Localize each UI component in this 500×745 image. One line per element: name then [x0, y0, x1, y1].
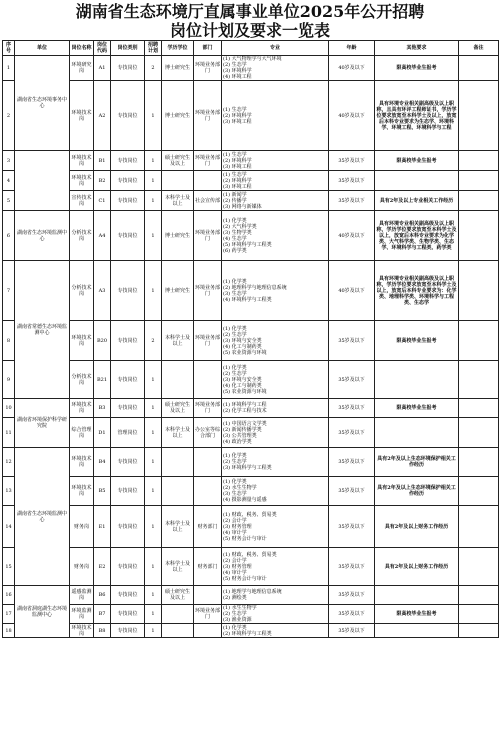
cell-plan: 1 — [145, 624, 162, 638]
cell-note — [459, 418, 499, 448]
table-row — [3, 586, 499, 605]
cell-no: 11 — [3, 418, 15, 448]
cell-age: 35岁及以下 — [329, 624, 375, 638]
cell-other-requirements — [375, 418, 459, 448]
cell-post-name: 综合管理岗 — [70, 418, 94, 448]
cell-major: (1) 化学类 (2) 生态学 (3) 环境科学与工程类 — [222, 448, 329, 477]
column-header: 其他要求 — [375, 41, 459, 56]
cell-post-name: 环境技术岗 — [70, 81, 94, 151]
table-row — [3, 211, 499, 261]
cell-other-requirements: 具有环境专业相关副高级及以上职称，学历学位要求放宽至本科学士及以上，放宽后本科专业要求为：化学类、地理科学类、环境科学与工程类、生态学 — [375, 261, 459, 321]
cell-education: 硕士研究生及以上 — [162, 399, 194, 418]
cell-education: 博士研究生 — [162, 81, 194, 151]
cell-education — [162, 477, 194, 506]
cell-other-requirements — [375, 586, 459, 605]
cell-department: 财务部门 — [194, 506, 222, 548]
column-header: 岗位名称 — [70, 41, 94, 56]
cell-department — [194, 477, 222, 506]
cell-major: (1) 财政、税务、贸易类 (2) 会计学 (3) 财务管理 (4) 审计学 (5) 财务会计与审计 — [222, 548, 329, 586]
column-header: 专业 — [222, 41, 329, 56]
cell-post-code: A2 — [94, 81, 111, 151]
cell-education: 硕士研究生及以上 — [162, 151, 194, 171]
cell-education — [162, 171, 194, 191]
table-row — [3, 171, 499, 191]
cell-post-type: 专技岗位 — [111, 211, 145, 261]
cell-major: (1) 新闻学 (2) 传播学 (3) 网络与新媒体 — [222, 191, 329, 211]
table-row — [3, 448, 499, 477]
cell-unit: 湖南省生态环境监测中心 — [15, 448, 70, 586]
cell-no: 16 — [3, 586, 15, 605]
cell-plan: 1 — [145, 399, 162, 418]
cell-major: (1) 生态学 (2) 环境科学 (3) 环境工程 — [222, 81, 329, 151]
cell-major: (1) 化学类 (2) 地理科学与地理信息系统 (3) 生态学 (4) 环境科学与工程类 — [222, 261, 329, 321]
cell-age: 35岁及以下 — [329, 321, 375, 361]
cell-age: 40岁及以下 — [329, 81, 375, 151]
cell-post-type: 专技岗位 — [111, 605, 145, 624]
cell-post-name: 环境研究岗 — [70, 56, 94, 81]
cell-post-type: 专技岗位 — [111, 81, 145, 151]
table-body — [3, 56, 499, 638]
column-header: 岗位代码 — [94, 41, 111, 56]
cell-post-type: 专技岗位 — [111, 321, 145, 361]
cell-post-type: 专技岗位 — [111, 586, 145, 605]
cell-department — [194, 586, 222, 605]
cell-no: 7 — [3, 261, 15, 321]
cell-unit: 湖南省洞庭湖生态环境监测中心 — [15, 586, 70, 638]
cell-age: 35岁及以下 — [329, 191, 375, 211]
cell-post-type: 专技岗位 — [111, 261, 145, 321]
cell-age: 35岁及以下 — [329, 418, 375, 448]
cell-no: 17 — [3, 605, 15, 624]
cell-age: 35岁及以下 — [329, 506, 375, 548]
cell-post-type: 专技岗位 — [111, 477, 145, 506]
cell-age: 35岁及以下 — [329, 151, 375, 171]
cell-post-name: 分析技术岗 — [70, 361, 94, 399]
cell-post-code: B6 — [94, 586, 111, 605]
cell-other-requirements: 具有环境专业相关副高级及以上职称，且具有环评工程师证书，学历学位要求放宽至本科学士及以上，放宽后本科专业要求为生态学、环境科学、环境工程、环境科学与工程 — [375, 81, 459, 151]
cell-plan: 1 — [145, 586, 162, 605]
title-line-2: 岗位计划及要求一览表 — [169, 21, 330, 40]
cell-age: 35岁及以下 — [329, 171, 375, 191]
title-line-1: 湖南省生态环境厅直属事业单位2025年公开招聘 — [75, 2, 425, 21]
cell-department: 环境业务部门 — [194, 399, 222, 418]
cell-no: 4 — [3, 171, 15, 191]
cell-plan: 1 — [145, 261, 162, 321]
cell-post-name: 环境技术岗 — [70, 171, 94, 191]
cell-other-requirements — [375, 171, 459, 191]
cell-major: (1) 化学类 (2) 生态学 (3) 环境与安全类 (4) 化工与制药类 (5) 农业资源与环境 — [222, 321, 329, 361]
cell-unit: 湖南省生态环境事务中心 — [15, 56, 70, 151]
cell-post-code: C1 — [94, 191, 111, 211]
cell-plan: 2 — [145, 321, 162, 361]
document-title — [0, 0, 500, 40]
cell-post-name: 财务岗 — [70, 506, 94, 548]
cell-no: 6 — [3, 211, 15, 261]
cell-note — [459, 261, 499, 321]
cell-plan: 1 — [145, 81, 162, 151]
cell-no: 1 — [3, 56, 15, 81]
cell-post-name: 环境技术岗 — [70, 321, 94, 361]
cell-department: 环境业务部门 — [194, 81, 222, 151]
cell-other-requirements: 限高校毕业生报考 — [375, 399, 459, 418]
cell-plan: 1 — [145, 506, 162, 548]
cell-unit: 湖南省常德生态环境监测中心 — [15, 261, 70, 399]
cell-no: 8 — [3, 321, 15, 361]
cell-no: 12 — [3, 448, 15, 477]
cell-plan: 2 — [145, 56, 162, 81]
cell-note — [459, 321, 499, 361]
cell-major: (1) 大气物理学与大气环境 (2) 生态学 (3) 环境科学 (4) 环境工程 — [222, 56, 329, 81]
cell-age: 35岁及以下 — [329, 548, 375, 586]
cell-post-name: 环境技术岗 — [70, 399, 94, 418]
cell-post-code: D1 — [94, 418, 111, 448]
cell-major: (1) 财政、税务、贸易类 (2) 会计学 (3) 财务管理 (4) 审计学 (5) 财务会计与审计 — [222, 506, 329, 548]
cell-major: (1) 环境科学与工程 (2) 化学工程与技术 — [222, 399, 329, 418]
column-header: 学历学位 — [162, 41, 194, 56]
cell-education: 博士研究生 — [162, 211, 194, 261]
cell-education: 博士研究生 — [162, 56, 194, 81]
cell-department — [194, 171, 222, 191]
cell-post-code: B21 — [94, 361, 111, 399]
cell-post-code: E2 — [94, 548, 111, 586]
cell-department — [194, 361, 222, 399]
cell-post-type: 专技岗位 — [111, 506, 145, 548]
cell-note — [459, 448, 499, 477]
cell-other-requirements: 具有2年及以上生态环境保护相关工作经历 — [375, 477, 459, 506]
cell-plan: 1 — [145, 211, 162, 261]
cell-other-requirements: 限高校毕业生报考 — [375, 321, 459, 361]
cell-major: (1) 中国语言文学类 (2) 新闻传播学类 (3) 公共管理类 (4) 政治学类 — [222, 418, 329, 448]
cell-other-requirements: 具有2年及以上财务工作经历 — [375, 506, 459, 548]
cell-department: 环境业务部门 — [194, 321, 222, 361]
cell-education: 本科学士及以上 — [162, 506, 194, 548]
cell-no: 13 — [3, 477, 15, 506]
cell-other-requirements: 限高校毕业生报考 — [375, 151, 459, 171]
column-header: 岗位类别 — [111, 41, 145, 56]
cell-post-name: 宣传技术岗 — [70, 191, 94, 211]
cell-major: (1) 地理学与地理信息系统 (2) 测绘类 — [222, 586, 329, 605]
cell-post-type: 管理岗位 — [111, 418, 145, 448]
cell-no: 14 — [3, 506, 15, 548]
table-row — [3, 261, 499, 321]
table-row — [3, 56, 499, 81]
cell-no: 2 — [3, 81, 15, 151]
cell-note — [459, 191, 499, 211]
cell-post-name: 环境技术岗 — [70, 151, 94, 171]
cell-post-code: B3 — [94, 399, 111, 418]
cell-unit: 湖南省环境保护科学研究院 — [15, 399, 70, 448]
cell-plan: 1 — [145, 151, 162, 171]
cell-department — [194, 448, 222, 477]
cell-note — [459, 171, 499, 191]
cell-major: (1) 化学类 (2) 生态学 (3) 环境与安全类 (4) 化工与制药类 (5) 农业资源与环境 — [222, 361, 329, 399]
table-row — [3, 81, 499, 151]
cell-post-name: 财务岗 — [70, 548, 94, 586]
cell-post-type: 专技岗位 — [111, 151, 145, 171]
cell-post-type: 专技岗位 — [111, 399, 145, 418]
cell-plan: 1 — [145, 477, 162, 506]
table-row — [3, 605, 499, 624]
column-header: 序号 — [3, 41, 15, 56]
cell-age: 35岁及以下 — [329, 361, 375, 399]
cell-note — [459, 399, 499, 418]
cell-post-name: 遥感监测岗 — [70, 586, 94, 605]
cell-major: (1) 水生生物学 (2) 生态学 (3) 渔业资源 — [222, 605, 329, 624]
cell-post-name: 分析技术岗 — [70, 261, 94, 321]
cell-department: 财务部门 — [194, 548, 222, 586]
cell-post-name: 环境技术岗 — [70, 448, 94, 477]
cell-education — [162, 448, 194, 477]
cell-post-name: 环境技术岗 — [70, 477, 94, 506]
cell-no: 3 — [3, 151, 15, 171]
cell-note — [459, 548, 499, 586]
cell-plan: 1 — [145, 418, 162, 448]
cell-post-name: 环境监测岗 — [70, 605, 94, 624]
cell-department: 环境业务部门 — [194, 56, 222, 81]
cell-major: (1) 化学类 (2) 环境科学与工程类 — [222, 624, 329, 638]
cell-post-type: 专技岗位 — [111, 548, 145, 586]
cell-plan: 1 — [145, 171, 162, 191]
cell-other-requirements: 限高校毕业生报考 — [375, 605, 459, 624]
cell-department: 环境业务部门 — [194, 211, 222, 261]
cell-post-name: 分析技术岗 — [70, 211, 94, 261]
cell-post-code: B1 — [94, 151, 111, 171]
cell-department: 办公室等综合部门 — [194, 418, 222, 448]
cell-no: 15 — [3, 548, 15, 586]
cell-education: 本科学士及以上 — [162, 418, 194, 448]
cell-other-requirements: 具有2年及以上专业相关工作经历 — [375, 191, 459, 211]
cell-note — [459, 211, 499, 261]
cell-note — [459, 586, 499, 605]
cell-education: 硕士研究生及以上 — [162, 586, 194, 605]
cell-unit: 湖南省生态环境监测中心 — [15, 211, 70, 261]
column-header: 备注 — [459, 41, 499, 56]
table-row — [3, 477, 499, 506]
cell-education — [162, 361, 194, 399]
cell-note — [459, 361, 499, 399]
cell-plan: 1 — [145, 191, 162, 211]
cell-major: (1) 化学类 (2) 水生生物学 (3) 生态学 (4) 摄影测量与遥感 — [222, 477, 329, 506]
cell-other-requirements: 具有环境专业相关副高级及以上职称，学历学位要求放宽至本科学士及以上，放宽后本科专业要求为化学类、大气科学类、生物学类、生态学、环境科学与工程类、药学类 — [375, 211, 459, 261]
cell-age: 35岁及以下 — [329, 605, 375, 624]
cell-unit — [15, 151, 70, 211]
table-row — [3, 151, 499, 171]
cell-post-code: B5 — [94, 477, 111, 506]
cell-post-type: 专技岗位 — [111, 448, 145, 477]
cell-note — [459, 605, 499, 624]
table-row — [3, 191, 499, 211]
cell-post-code: B7 — [94, 605, 111, 624]
cell-education: 本科学士及以上 — [162, 321, 194, 361]
cell-no: 5 — [3, 191, 15, 211]
cell-age: 40岁及以下 — [329, 56, 375, 81]
cell-major: (1) 生态学 (2) 环境科学 (3) 环境工程 — [222, 171, 329, 191]
table-row — [3, 506, 499, 548]
cell-post-type: 专技岗位 — [111, 56, 145, 81]
cell-note — [459, 151, 499, 171]
cell-plan: 1 — [145, 361, 162, 399]
cell-education: 博士研究生 — [162, 261, 194, 321]
cell-department: 环境业务部门 — [194, 261, 222, 321]
cell-education — [162, 624, 194, 638]
cell-note — [459, 477, 499, 506]
cell-department — [194, 624, 222, 638]
cell-note — [459, 624, 499, 638]
cell-education: 本科学士及以上 — [162, 191, 194, 211]
cell-post-name: 环境技术岗 — [71, 624, 92, 637]
cell-post-code: B20 — [94, 321, 111, 361]
cell-post-code: A1 — [94, 56, 111, 81]
cell-no: 10 — [3, 399, 15, 418]
cell-age: 35岁及以下 — [329, 477, 375, 506]
table-row — [3, 548, 499, 586]
table-row — [3, 624, 499, 638]
cell-other-requirements: 具有2年及以上生态环境保护相关工作经历 — [375, 448, 459, 477]
cell-age: 35岁及以下 — [329, 448, 375, 477]
cell-post-code: B8 — [94, 624, 111, 638]
column-header: 年龄 — [329, 41, 375, 56]
cell-department: 环境业务部门 — [194, 151, 222, 171]
cell-note — [459, 56, 499, 81]
cell-no: 9 — [3, 361, 15, 399]
cell-major: (1) 生态学 (2) 环境科学 (3) 环境工程 — [222, 151, 329, 171]
cell-note — [459, 506, 499, 548]
table-header-row — [3, 41, 499, 56]
cell-post-code: B2 — [94, 171, 111, 191]
cell-post-code: E1 — [94, 506, 111, 548]
column-header: 招聘计划 — [145, 41, 162, 56]
table-row — [3, 321, 499, 361]
cell-age: 40岁及以下 — [329, 211, 375, 261]
cell-post-type: 专技岗位 — [111, 361, 145, 399]
cell-plan: 1 — [145, 548, 162, 586]
cell-major: (1) 化学类 (2) 大气科学类 (3) 生物学类 (4) 生态学 (5) 环境科学与工程类 (6) 药学类 — [222, 211, 329, 261]
cell-post-code: B4 — [94, 448, 111, 477]
cell-education — [162, 605, 194, 624]
table-row — [3, 399, 499, 418]
cell-plan: 1 — [145, 605, 162, 624]
cell-department: 环境业务部门 — [194, 605, 222, 624]
column-header: 单位 — [15, 41, 70, 56]
cell-other-requirements — [375, 361, 459, 399]
cell-age: 35岁及以下 — [329, 586, 375, 605]
cell-other-requirements: 限高校毕业生报考 — [375, 56, 459, 81]
cell-post-type: 专技岗位 — [111, 191, 145, 211]
table-row — [3, 361, 499, 399]
cell-plan: 1 — [145, 448, 162, 477]
cell-note — [459, 81, 499, 151]
recruitment-table — [2, 40, 499, 638]
cell-post-code: A3 — [94, 261, 111, 321]
cell-post-type: 专技岗位 — [111, 171, 145, 191]
cell-education: 本科学士及以上 — [162, 548, 194, 586]
column-header: 部门 — [194, 41, 222, 56]
cell-age: 35岁及以下 — [329, 399, 375, 418]
cell-department: 社会宣传部 — [194, 191, 222, 211]
table-row — [3, 418, 499, 448]
cell-post-type: 专技岗位 — [111, 624, 145, 638]
cell-other-requirements — [375, 624, 459, 638]
cell-post-code: A4 — [94, 211, 111, 261]
cell-age: 40岁及以下 — [329, 261, 375, 321]
cell-no: 18 — [3, 624, 15, 638]
cell-other-requirements: 具有2年及以上财务工作经历 — [375, 548, 459, 586]
